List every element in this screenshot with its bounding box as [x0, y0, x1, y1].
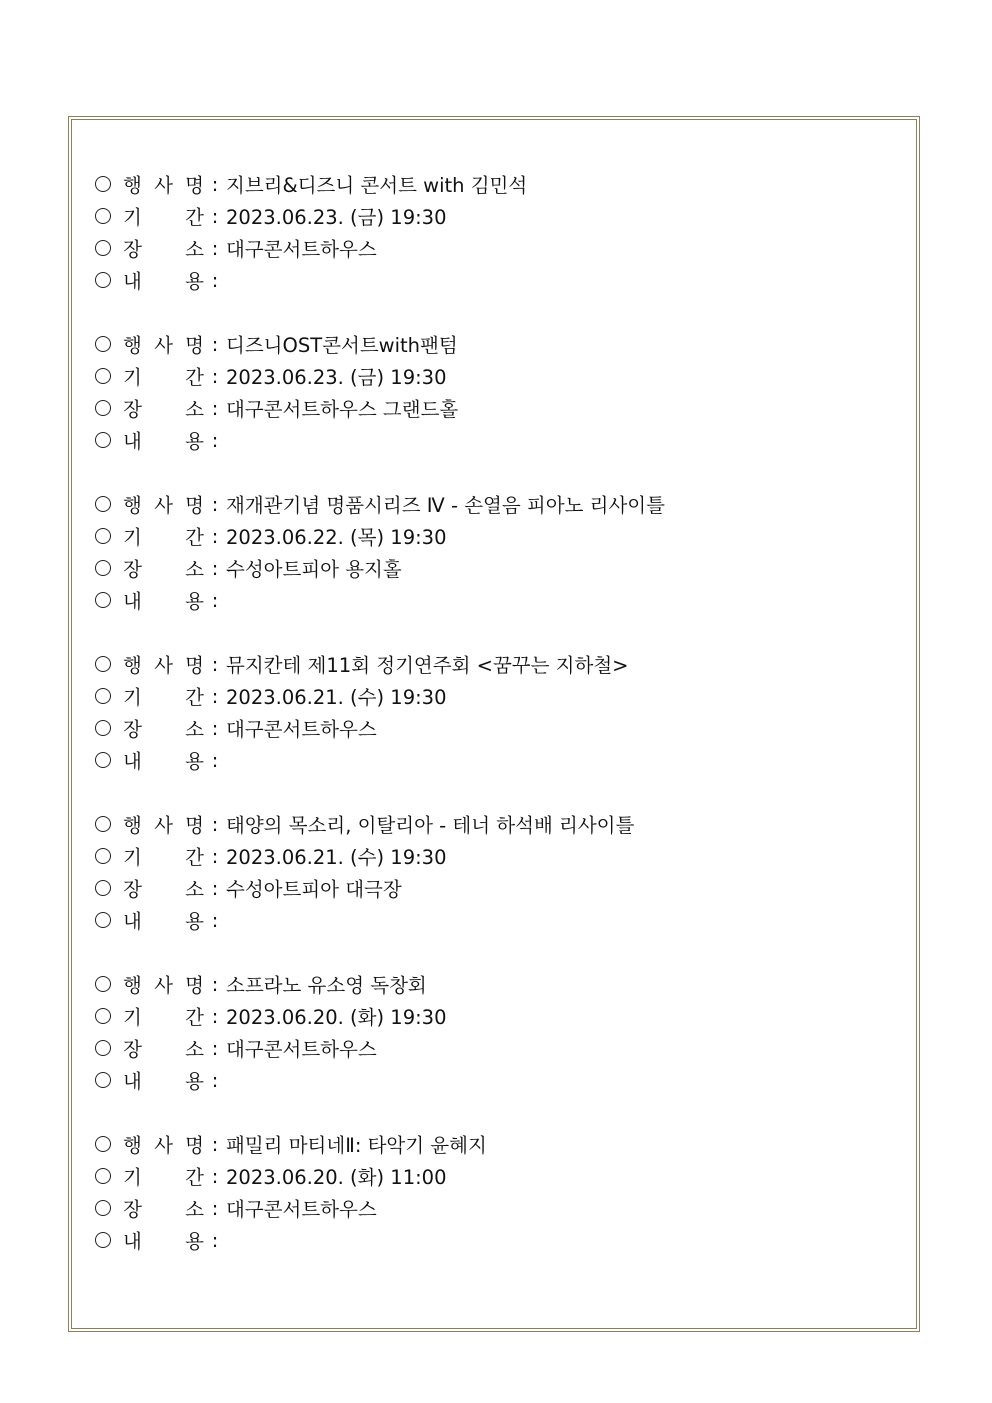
- circle-bullet-icon: [95, 816, 111, 832]
- field-label-char: 내: [123, 750, 142, 773]
- field-label-char: 소: [185, 398, 204, 421]
- circle-bullet-icon: [95, 272, 111, 288]
- field-label-char: 용: [185, 910, 204, 933]
- circle-bullet-icon: [95, 1168, 111, 1184]
- field-label-char: 간: [185, 526, 204, 549]
- event-period-row: [95, 680, 895, 712]
- field-label-char: 간: [185, 846, 204, 869]
- event-content-row: [95, 904, 895, 936]
- circle-bullet-icon: [95, 400, 111, 416]
- circle-bullet-icon: [95, 752, 111, 768]
- field-colon: :: [211, 908, 219, 932]
- event-period: 2023.06.23. (금) 19:30: [226, 206, 447, 229]
- field-colon: :: [211, 396, 219, 420]
- event-block: [95, 1128, 895, 1288]
- field-colon: :: [211, 1196, 219, 1220]
- field-label: [123, 522, 204, 550]
- event-content-row: [95, 744, 895, 776]
- field-label: [123, 234, 204, 262]
- event-period-row: [95, 1160, 895, 1192]
- circle-bullet-icon: [95, 1040, 111, 1056]
- field-label: [123, 746, 204, 774]
- event-period: 2023.06.23. (금) 19:30: [226, 366, 447, 389]
- field-label-char: 기: [123, 1166, 142, 1189]
- field-colon: :: [211, 332, 219, 356]
- field-label-char: 장: [123, 718, 142, 741]
- event-period-row: [95, 360, 895, 392]
- event-name: 디즈니OST콘서트with팬텀: [226, 334, 458, 357]
- event-period: 2023.06.22. (목) 19:30: [226, 526, 447, 549]
- circle-bullet-icon: [95, 176, 111, 192]
- field-label: [123, 1130, 204, 1158]
- field-label: [123, 554, 204, 582]
- field-label-char: 내: [123, 1070, 142, 1093]
- field-label-char: 기: [123, 846, 142, 869]
- field-label: [123, 330, 204, 358]
- event-period: 2023.06.21. (수) 19:30: [226, 846, 447, 869]
- field-label-char: 행: [123, 974, 142, 997]
- field-label-char: 명: [185, 654, 204, 677]
- field-label: [123, 266, 204, 294]
- field-label: [123, 1066, 204, 1094]
- field-label: [123, 1002, 204, 1030]
- field-label-char: 기: [123, 1006, 142, 1029]
- event-period: 2023.06.21. (수) 19:30: [226, 686, 447, 709]
- circle-bullet-icon: [95, 208, 111, 224]
- event-period: 2023.06.20. (화) 11:00: [226, 1166, 447, 1189]
- field-label: [123, 490, 204, 518]
- field-label-char: 내: [123, 430, 142, 453]
- field-colon: :: [211, 492, 219, 516]
- event-period-row: [95, 840, 895, 872]
- field-label-char: 용: [185, 270, 204, 293]
- field-label-char: 용: [185, 1070, 204, 1093]
- field-colon: :: [211, 588, 219, 612]
- circle-bullet-icon: [95, 848, 111, 864]
- circle-bullet-icon: [95, 560, 111, 576]
- field-label-char: 내: [123, 1230, 142, 1253]
- circle-bullet-icon: [95, 1232, 111, 1248]
- field-label-char: 소: [185, 238, 204, 261]
- event-place-row: [95, 552, 895, 584]
- event-name-row: [95, 648, 895, 680]
- field-label-char: 행: [123, 174, 142, 197]
- field-label: [123, 682, 204, 710]
- field-label-char: 사: [154, 174, 173, 197]
- event-name-row: [95, 968, 895, 1000]
- event-name: 지브리&디즈니 콘서트 with 김민석: [226, 174, 528, 197]
- field-label-char: 장: [123, 238, 142, 261]
- circle-bullet-icon: [95, 688, 111, 704]
- event-place-row: [95, 712, 895, 744]
- event-content-row: [95, 1224, 895, 1256]
- circle-bullet-icon: [95, 912, 111, 928]
- field-colon: :: [211, 1036, 219, 1060]
- field-colon: :: [211, 364, 219, 388]
- field-label-char: 장: [123, 1198, 142, 1221]
- circle-bullet-icon: [95, 720, 111, 736]
- field-colon: :: [211, 204, 219, 228]
- circle-bullet-icon: [95, 1072, 111, 1088]
- field-colon: :: [211, 428, 219, 452]
- field-label-char: 소: [185, 1038, 204, 1061]
- field-label: [123, 1194, 204, 1222]
- field-colon: :: [211, 652, 219, 676]
- field-label: [123, 874, 204, 902]
- event-block: [95, 488, 895, 648]
- field-colon: :: [211, 1164, 219, 1188]
- field-label-char: 사: [154, 494, 173, 517]
- event-block: [95, 648, 895, 808]
- event-place: 대구콘서트하우스: [226, 238, 377, 261]
- circle-bullet-icon: [95, 976, 111, 992]
- field-colon: :: [211, 812, 219, 836]
- field-label-char: 간: [185, 686, 204, 709]
- field-label-char: 간: [185, 1006, 204, 1029]
- event-name: 소프라노 유소영 독창회: [226, 974, 427, 997]
- event-place-row: [95, 1192, 895, 1224]
- circle-bullet-icon: [95, 368, 111, 384]
- field-colon: :: [211, 1004, 219, 1028]
- field-label-char: 명: [185, 334, 204, 357]
- field-label-char: 명: [185, 814, 204, 837]
- field-label-char: 간: [185, 366, 204, 389]
- field-label: [123, 362, 204, 390]
- field-label: [123, 170, 204, 198]
- event-place-row: [95, 392, 895, 424]
- event-place: 수성아트피아 대극장: [226, 878, 402, 901]
- event-name-row: [95, 328, 895, 360]
- field-label-char: 장: [123, 558, 142, 581]
- event-place: 대구콘서트하우스 그랜드홀: [226, 398, 459, 421]
- event-place-row: [95, 872, 895, 904]
- field-label: [123, 650, 204, 678]
- field-label-char: 소: [185, 718, 204, 741]
- circle-bullet-icon: [95, 592, 111, 608]
- field-label-char: 간: [185, 206, 204, 229]
- field-label-char: 명: [185, 1134, 204, 1157]
- field-colon: :: [211, 844, 219, 868]
- event-block: [95, 328, 895, 488]
- field-label: [123, 1162, 204, 1190]
- field-colon: :: [211, 556, 219, 580]
- field-label-char: 행: [123, 654, 142, 677]
- field-label-char: 간: [185, 1166, 204, 1189]
- field-colon: :: [211, 1228, 219, 1252]
- circle-bullet-icon: [95, 1136, 111, 1152]
- field-label: [123, 426, 204, 454]
- event-place: 수성아트피아 용지홀: [226, 558, 402, 581]
- event-content-row: [95, 584, 895, 616]
- field-label-char: 소: [185, 878, 204, 901]
- circle-bullet-icon: [95, 496, 111, 512]
- event-content-row: [95, 1064, 895, 1096]
- field-label-char: 명: [185, 174, 204, 197]
- field-label: [123, 394, 204, 422]
- field-label: [123, 1226, 204, 1254]
- field-colon: :: [211, 748, 219, 772]
- event-name: 태양의 목소리, 이탈리아 - 테너 하석배 리사이틀: [226, 814, 635, 837]
- event-content-row: [95, 264, 895, 296]
- field-label-char: 소: [185, 1198, 204, 1221]
- field-colon: :: [211, 716, 219, 740]
- field-label-char: 내: [123, 270, 142, 293]
- circle-bullet-icon: [95, 1008, 111, 1024]
- field-label: [123, 202, 204, 230]
- circle-bullet-icon: [95, 336, 111, 352]
- field-label-char: 기: [123, 526, 142, 549]
- field-label-char: 기: [123, 686, 142, 709]
- event-content-row: [95, 424, 895, 456]
- event-place-row: [95, 1032, 895, 1064]
- event-name: 패밀리 마티네Ⅱ: 타악기 윤혜지: [226, 1134, 487, 1157]
- event-block: [95, 808, 895, 968]
- field-label-char: 사: [154, 334, 173, 357]
- event-name-row: [95, 168, 895, 200]
- field-colon: :: [211, 1068, 219, 1092]
- field-colon: :: [211, 972, 219, 996]
- field-label-char: 소: [185, 558, 204, 581]
- circle-bullet-icon: [95, 880, 111, 896]
- circle-bullet-icon: [95, 528, 111, 544]
- event-place-row: [95, 232, 895, 264]
- field-label: [123, 586, 204, 614]
- field-label-char: 행: [123, 494, 142, 517]
- event-place: 대구콘서트하우스: [226, 1198, 377, 1221]
- event-place: 대구콘서트하우스: [226, 718, 377, 741]
- field-label-char: 장: [123, 1038, 142, 1061]
- field-colon: :: [211, 524, 219, 548]
- field-label: [123, 714, 204, 742]
- event-name: 뮤지칸테 제11회 정기연주회 <꿈꾸는 지하철>: [226, 654, 629, 677]
- event-place: 대구콘서트하우스: [226, 1038, 377, 1061]
- field-label-char: 용: [185, 590, 204, 613]
- circle-bullet-icon: [95, 656, 111, 672]
- field-label-char: 사: [154, 1134, 173, 1157]
- field-label-char: 사: [154, 814, 173, 837]
- circle-bullet-icon: [95, 1200, 111, 1216]
- field-label-char: 사: [154, 974, 173, 997]
- circle-bullet-icon: [95, 432, 111, 448]
- field-label-char: 행: [123, 334, 142, 357]
- field-colon: :: [211, 1132, 219, 1156]
- field-label-char: 기: [123, 366, 142, 389]
- field-label-char: 용: [185, 1230, 204, 1253]
- event-period-row: [95, 520, 895, 552]
- event-name-row: [95, 488, 895, 520]
- event-name: 재개관기념 명품시리즈 Ⅳ - 손열음 피아노 리사이틀: [226, 494, 665, 517]
- field-label-char: 명: [185, 974, 204, 997]
- event-block: [95, 968, 895, 1128]
- event-name-row: [95, 808, 895, 840]
- field-label-char: 용: [185, 430, 204, 453]
- event-period-row: [95, 1000, 895, 1032]
- field-label-char: 용: [185, 750, 204, 773]
- field-colon: :: [211, 268, 219, 292]
- field-label-char: 장: [123, 878, 142, 901]
- field-colon: :: [211, 172, 219, 196]
- field-label-char: 행: [123, 1134, 142, 1157]
- event-name-row: [95, 1128, 895, 1160]
- field-label-char: 기: [123, 206, 142, 229]
- field-label-char: 내: [123, 910, 142, 933]
- field-label-char: 사: [154, 654, 173, 677]
- field-label: [123, 810, 204, 838]
- field-label: [123, 1034, 204, 1062]
- event-list: [95, 168, 895, 1288]
- field-label: [123, 906, 204, 934]
- event-period: 2023.06.20. (화) 19:30: [226, 1006, 447, 1029]
- field-colon: :: [211, 876, 219, 900]
- field-label-char: 내: [123, 590, 142, 613]
- field-label-char: 행: [123, 814, 142, 837]
- field-label-char: 장: [123, 398, 142, 421]
- field-label: [123, 970, 204, 998]
- circle-bullet-icon: [95, 240, 111, 256]
- field-label: [123, 842, 204, 870]
- field-colon: :: [211, 236, 219, 260]
- event-period-row: [95, 200, 895, 232]
- event-block: [95, 168, 895, 328]
- field-colon: :: [211, 684, 219, 708]
- field-label-char: 명: [185, 494, 204, 517]
